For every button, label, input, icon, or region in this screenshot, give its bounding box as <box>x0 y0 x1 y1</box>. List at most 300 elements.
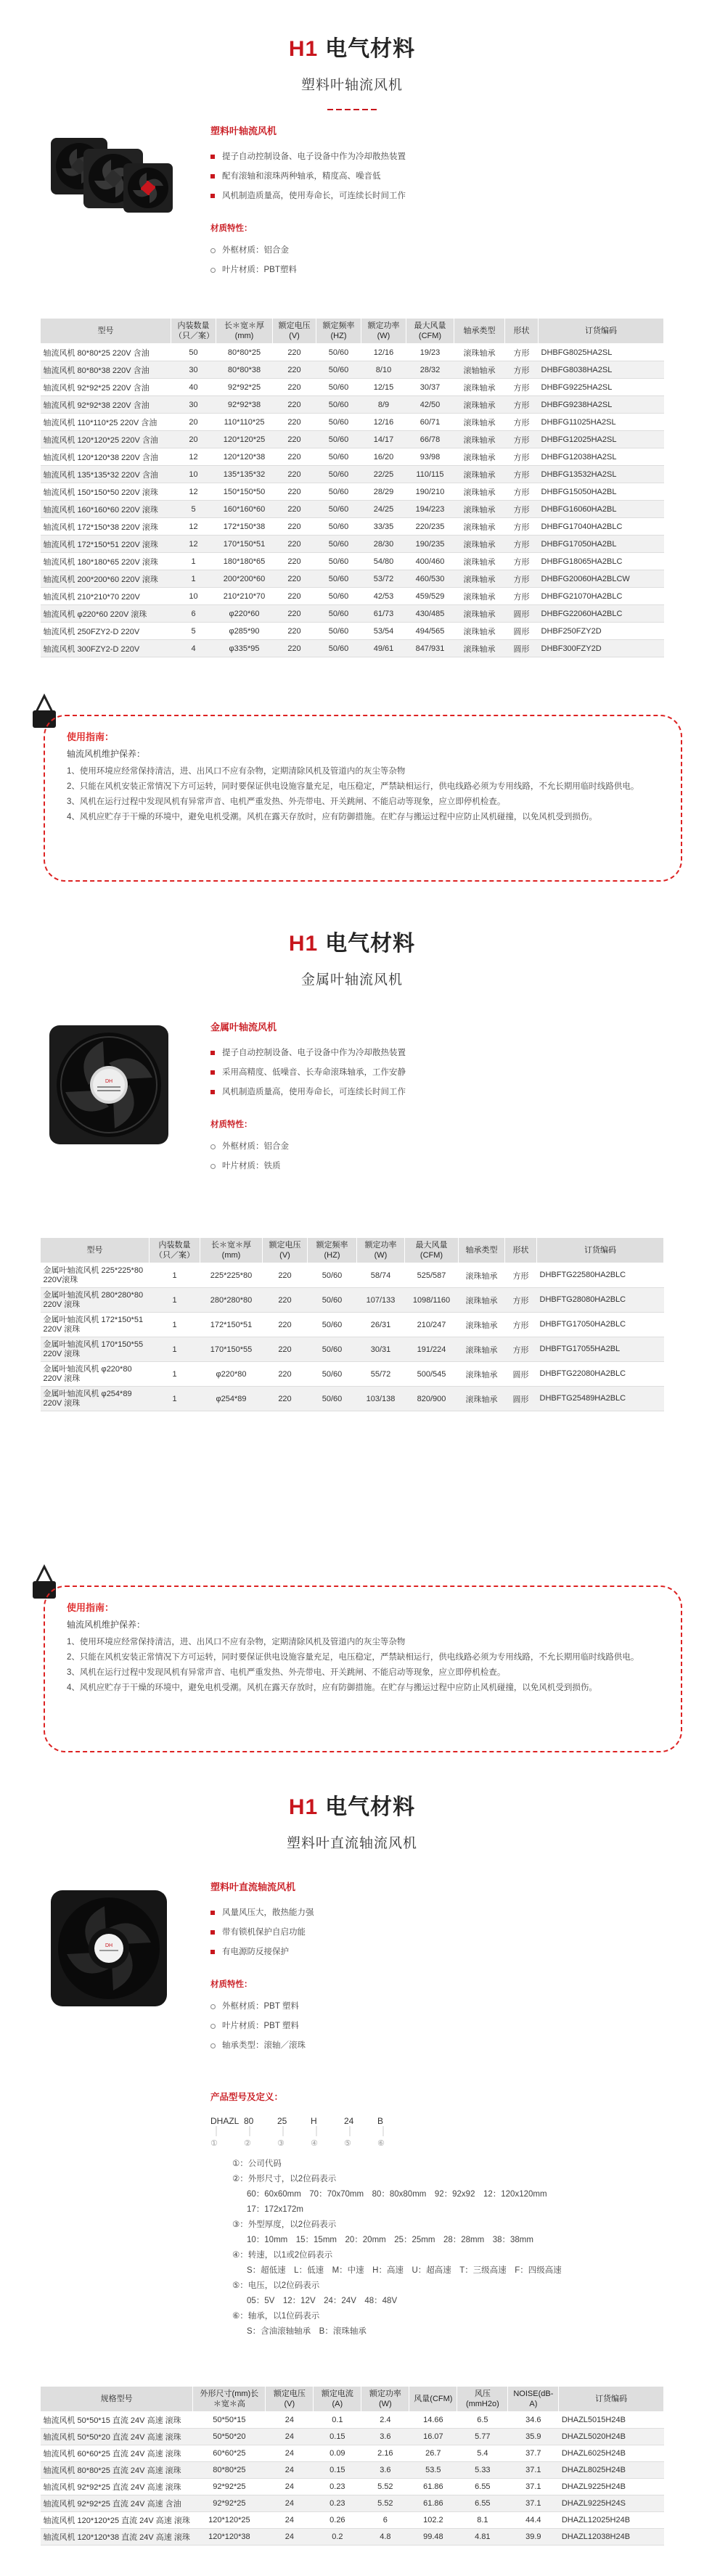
table-cell: 5.52 <box>361 2479 409 2495</box>
table-cell: 99.48 <box>409 2529 457 2546</box>
table-cell: 92*92*25 <box>216 379 273 396</box>
table-cell: 50/60 <box>316 605 361 623</box>
table-cell: 120*120*38 <box>193 2529 266 2546</box>
feature-item: 风机制造质量高，使用寿命长，可连续长时间工作 <box>210 1083 675 1102</box>
table-cell: 轴流风机 180*180*65 220V 滚珠 <box>41 553 171 570</box>
table-cell: 金属叶轴流风机 φ254*89 220V 滚珠 <box>41 1387 150 1411</box>
feature-item: 配有滚轴和滚珠两种轴承，精度高、噪音低 <box>210 167 675 186</box>
table-cell: 50/60 <box>308 1313 357 1337</box>
table-cell: 33/35 <box>361 518 406 536</box>
table-cell: 滚珠轴承 <box>454 501 505 518</box>
table-cell: 24 <box>266 2479 314 2495</box>
legend-line: 05：5V 12：12V 24：24V 48：48V <box>247 2297 398 2305</box>
usage-guide-2 <box>44 1586 682 1752</box>
table-cell: 滚轴轴承 <box>454 361 505 379</box>
table-cell: 方形 <box>505 448 539 466</box>
table-cell: 220 <box>263 1263 308 1288</box>
table-cell: 轴流风机 φ220*60 220V 滚珠 <box>41 605 171 623</box>
table-cell: 220 <box>273 623 316 640</box>
table-cell: 滚珠轴承 <box>454 431 505 448</box>
table-cell: 459/529 <box>406 588 454 605</box>
table-cell: 24 <box>266 2529 314 2546</box>
table-cell: 525/587 <box>405 1263 459 1288</box>
section-title: H1 电气材料 <box>288 1795 416 1819</box>
table-cell: 5 <box>171 501 216 518</box>
table-cell: 50*50*20 <box>193 2429 266 2445</box>
table-cell: 40 <box>171 379 216 396</box>
table-cell: 轴流风机 80*80*25 直流 24V 高速 滚珠 <box>41 2462 193 2479</box>
table-row <box>41 588 664 605</box>
material-item: 叶片材质：铁质 <box>210 1157 675 1176</box>
section-subtitle: 塑料叶直流轴流风机 <box>286 1836 417 1851</box>
material-item: 外框材质：PBT 塑料 <box>210 1997 675 2017</box>
table-cell: 圆形 <box>505 623 539 640</box>
col-bearing: 轴承类型 <box>454 319 505 344</box>
svg-text:DH: DH <box>105 1943 113 1948</box>
table-cell: 22/25 <box>361 466 406 483</box>
table-cell: 93/98 <box>406 448 454 466</box>
table-cell: 220 <box>273 605 316 623</box>
col-bearing: 轴承类型 <box>459 1238 505 1263</box>
table-cell: 50/60 <box>316 570 361 588</box>
table-cell: 24 <box>266 2462 314 2479</box>
code-legend <box>210 2157 675 2339</box>
table-cell: 12 <box>171 518 216 536</box>
table-cell: 194/223 <box>406 501 454 518</box>
table-cell: 53/54 <box>361 623 406 640</box>
table-cell: 方形 <box>505 379 539 396</box>
col-airflow: 最大风量(CFM) <box>405 1238 459 1263</box>
table-cell: 1 <box>150 1387 200 1411</box>
table-cell: 0.23 <box>314 2495 361 2512</box>
spec-table-dc <box>40 2386 664 2546</box>
section-code: H1 <box>288 1795 319 1819</box>
table-row <box>41 623 664 640</box>
feature-item: 采用高精度、低噪音、长寿命滚珠轴承，工作安静 <box>210 1063 675 1083</box>
section-header-plastic-fan <box>0 30 704 114</box>
table-cell: 0.23 <box>314 2479 361 2495</box>
table-cell: 方形 <box>505 483 539 501</box>
table-cell: 6 <box>361 2512 409 2529</box>
table-cell: 轴流风机 80*80*25 220V 含油 <box>41 344 171 361</box>
table-cell: 50/60 <box>316 483 361 501</box>
material-item: 外框材质：铝合金 <box>210 241 675 261</box>
table-cell: 400/460 <box>406 553 454 570</box>
table-cell: 0.09 <box>314 2445 361 2462</box>
table-cell: 10 <box>171 588 216 605</box>
table-cell: DHAZL5015H24B <box>559 2412 664 2429</box>
table-cell: 50/60 <box>316 588 361 605</box>
table-cell: DHBFG16060HA2BL <box>539 501 664 518</box>
table-row <box>41 501 664 518</box>
table-cell: 16/20 <box>361 448 406 466</box>
table-cell: 220 <box>273 344 316 361</box>
table-cell: 200*200*60 <box>216 570 273 588</box>
table-cell: 8.1 <box>457 2512 508 2529</box>
table-cell: 8/10 <box>361 361 406 379</box>
table-cell: 圆形 <box>505 1362 537 1387</box>
table-cell: 1 <box>150 1313 200 1337</box>
feature-item: 带有锁机保护自启功能 <box>210 1923 675 1943</box>
code-part: 80 <box>244 2116 254 2126</box>
table-cell: 110/115 <box>406 466 454 483</box>
col-model: 规格型号 <box>41 2387 193 2412</box>
table-cell: 170*150*55 <box>200 1337 263 1362</box>
table-cell: 847/931 <box>406 640 454 657</box>
guide-item: 4、风机应贮存于干燥的环境中，避免电机受潮。风机在露天存放时，应有防御措施。在贮存与搬运过程中应防止风机碰撞，以免风机受到损伤。 <box>67 1683 597 1692</box>
table-cell: 滚珠轴承 <box>454 588 505 605</box>
table-cell: 16.07 <box>409 2429 457 2445</box>
table-cell: 方形 <box>505 1288 537 1313</box>
table-cell: 50/60 <box>316 396 361 414</box>
table-cell: 50/60 <box>316 361 361 379</box>
legend-line: ⑥：轴承，以1位码表示 <box>232 2312 320 2321</box>
table-cell: 0.15 <box>314 2429 361 2445</box>
table-cell: 12/16 <box>361 414 406 431</box>
table-cell: 滚珠轴承 <box>459 1313 505 1337</box>
table-cell: DHBFG8025HA2SL <box>539 344 664 361</box>
legend-line: ③：外型厚度，以2位码表示 <box>232 2220 337 2229</box>
table-header-row <box>41 1238 664 1263</box>
table-cell: 6 <box>171 605 216 623</box>
product-info <box>210 1020 675 1176</box>
table-row <box>41 570 664 588</box>
table-cell: 轴流风机 250FZY2-D 220V <box>41 623 171 640</box>
table-cell: 50/60 <box>316 414 361 431</box>
table-cell: 42/50 <box>406 396 454 414</box>
spec-table-plastic <box>40 318 664 657</box>
col-voltage: 额定电压(V) <box>263 1238 308 1263</box>
col-power: 额定功率(W) <box>357 1238 405 1263</box>
material-heading: 材质特性： <box>210 1120 253 1129</box>
table-cell: 220 <box>273 431 316 448</box>
table-cell: 方形 <box>505 570 539 588</box>
section-code: H1 <box>288 932 319 956</box>
table-cell: DHBFTG17050HA2BLC <box>537 1313 664 1337</box>
table-cell: 60/71 <box>406 414 454 431</box>
table-cell: 220 <box>273 396 316 414</box>
table-cell: 滚珠轴承 <box>459 1263 505 1288</box>
table-cell: 圆形 <box>505 605 539 623</box>
table-cell: 滚珠轴承 <box>454 414 505 431</box>
table-cell: 50/60 <box>316 501 361 518</box>
table-cell: 107/133 <box>357 1288 405 1313</box>
product-code-definition <box>210 2090 675 2339</box>
section-title: H1 电气材料 <box>288 932 416 956</box>
table-cell: 滚珠轴承 <box>454 379 505 396</box>
product-block-dc <box>44 1879 682 2083</box>
table-cell: 12/15 <box>361 379 406 396</box>
table-cell: DHBF250FZY2D <box>539 623 664 640</box>
table-row <box>41 1288 664 1313</box>
table-cell: 220 <box>273 588 316 605</box>
table-cell: 120*120*25 <box>216 431 273 448</box>
table-cell: 方形 <box>505 518 539 536</box>
table-cell: 轴流风机 300FZY2-D 220V <box>41 640 171 657</box>
table-cell: DHBFG8038HA2SL <box>539 361 664 379</box>
table-cell: 220 <box>263 1337 308 1362</box>
table-cell: 50/60 <box>308 1263 357 1288</box>
table-row <box>41 553 664 570</box>
table-cell: DHBFG12025HA2SL <box>539 431 664 448</box>
table-row <box>41 379 664 396</box>
table-cell: 37.1 <box>508 2495 559 2512</box>
table-cell: 37.7 <box>508 2445 559 2462</box>
table-cell: 3.6 <box>361 2462 409 2479</box>
table-cell: 28/30 <box>361 536 406 553</box>
table-cell: 280*280*80 <box>200 1288 263 1313</box>
material-list <box>210 1997 675 2056</box>
table-cell: 方形 <box>505 553 539 570</box>
table-cell: 55/72 <box>357 1362 405 1387</box>
guide-item: 3、风机在运行过程中发现风机有异常声音、电机严重发热、外壳带电、开关跳闸、不能启动等现象，应立即停机检查。 <box>67 797 506 806</box>
table-cell: DHAZL9225H24B <box>559 2479 664 2495</box>
table-cell: 30/31 <box>357 1337 405 1362</box>
table-cell: 滚珠轴承 <box>454 344 505 361</box>
table-cell: 12 <box>171 448 216 466</box>
code-part: B <box>377 2116 384 2126</box>
guide-item: 1、使用环境应经常保持清洁，进、出风口不应有杂物，定期清除风机及管道内的灰尘等杂物 <box>67 767 406 776</box>
table-cell: φ335*95 <box>216 640 273 657</box>
table-cell: 37.1 <box>508 2479 559 2495</box>
metal-fan-image <box>44 1020 174 1157</box>
table-cell: 220 <box>263 1288 308 1313</box>
table-cell: 50/60 <box>316 553 361 570</box>
table-row <box>41 1263 664 1288</box>
material-item: 叶片材质：PBT 塑料 <box>210 2017 675 2036</box>
table-cell: 4 <box>171 640 216 657</box>
guide-title: 使用指南： <box>67 731 115 742</box>
table-cell: 66/78 <box>406 431 454 448</box>
table-cell: 滚珠轴承 <box>454 466 505 483</box>
table-cell: 12 <box>171 483 216 501</box>
table-cell: 220 <box>273 466 316 483</box>
legend-line: ④：转速，以1或2位码表示 <box>232 2251 333 2260</box>
feature-item: 有电源防反接保护 <box>210 1943 675 1962</box>
table-cell: 圆形 <box>505 1387 537 1411</box>
table-cell: 方形 <box>505 1313 537 1337</box>
section-code: H1 <box>288 37 319 61</box>
table-cell: DHBFG17050HA2BL <box>539 536 664 553</box>
feature-item: 提子自动控制设备、电子设备中作为冷却散热装置 <box>210 1043 675 1063</box>
table-cell: 方形 <box>505 1263 537 1288</box>
table-cell: 49/61 <box>361 640 406 657</box>
col-noise: NOISE(dB-A) <box>508 2387 559 2412</box>
table-cell: 430/485 <box>406 605 454 623</box>
table-cell: 92*92*38 <box>216 396 273 414</box>
table-row <box>41 2479 664 2495</box>
table-row <box>41 605 664 623</box>
code-part: 25 <box>277 2116 287 2126</box>
col-size: 长＊宽＊厚(mm) <box>216 319 273 344</box>
table-cell: 轴流风机 50*50*20 直流 24V 高速 滚珠 <box>41 2429 193 2445</box>
table-cell: 35.9 <box>508 2429 559 2445</box>
table-cell: 金属叶轴流风机 280*280*80 220V 滚珠 <box>41 1288 150 1313</box>
table-cell: 220/235 <box>406 518 454 536</box>
material-item: 轴承类型：滚轴／滚珠 <box>210 2036 675 2056</box>
table-cell: 80*80*25 <box>193 2462 266 2479</box>
table-cell: DHBFG9225HA2SL <box>539 379 664 396</box>
table-cell: 方形 <box>505 414 539 431</box>
table-row <box>41 2512 664 2529</box>
table-row <box>41 536 664 553</box>
table-cell: 1098/1160 <box>405 1288 459 1313</box>
table-cell: 滚珠轴承 <box>454 536 505 553</box>
table-cell: 180*180*65 <box>216 553 273 570</box>
table-cell: 轴流风机 172*150*51 220V 滚珠 <box>41 536 171 553</box>
table-row <box>41 2445 664 2462</box>
table-row <box>41 431 664 448</box>
legend-line: S：超低速 L：低速 M：中速 H：高速 U：超高速 T：三级高速 F：四级高速 <box>247 2266 562 2275</box>
table-cell: DHAZL6025H24B <box>559 2445 664 2462</box>
table-row <box>41 414 664 431</box>
table-cell: 50/60 <box>308 1337 357 1362</box>
table-cell: 172*150*38 <box>216 518 273 536</box>
table-cell: 50/60 <box>316 466 361 483</box>
table-cell: 轴流风机 120*120*25 直流 24V 高速 滚珠 <box>41 2512 193 2529</box>
table-cell: 0.1 <box>314 2412 361 2429</box>
table-body <box>41 2412 664 2546</box>
table-cell: φ220*80 <box>200 1362 263 1387</box>
col-order-code: 订货编码 <box>537 1238 664 1263</box>
col-order-code: 订货编码 <box>559 2387 664 2412</box>
col-power: 额定功率(W) <box>361 319 406 344</box>
table-cell: 30 <box>171 361 216 379</box>
table-cell: 1 <box>171 570 216 588</box>
table-cell: DHBFG17040HA2BLC <box>539 518 664 536</box>
table-cell: 20 <box>171 431 216 448</box>
code-part: H <box>311 2116 317 2126</box>
table-cell: 50/60 <box>316 536 361 553</box>
table-cell: 42/53 <box>361 588 406 605</box>
table-cell: 220 <box>273 361 316 379</box>
table-cell: 1 <box>150 1337 200 1362</box>
table-cell: 1 <box>150 1362 200 1387</box>
table-cell: DHBFG20060HA2BLCW <box>539 570 664 588</box>
material-item: 外框材质：铝合金 <box>210 1137 675 1157</box>
table-cell: 滚珠轴承 <box>459 1387 505 1411</box>
table-cell: 103/138 <box>357 1387 405 1411</box>
table-cell: DHAZL9225H24S <box>559 2495 664 2512</box>
product-name: 金属叶轴流风机 <box>210 1022 277 1033</box>
code-parts <box>210 2116 675 2126</box>
table-cell: 滚珠轴承 <box>454 640 505 657</box>
col-model: 型号 <box>41 319 171 344</box>
table-cell: DHAZL8025H24B <box>559 2462 664 2479</box>
table-cell: 轴流风机 92*92*25 220V 含油 <box>41 379 171 396</box>
table-cell: 190/210 <box>406 483 454 501</box>
table-cell: 金属叶轴流风机 170*150*55 220V 滚珠 <box>41 1337 150 1362</box>
table-cell: 轴流风机 172*150*38 220V 滚珠 <box>41 518 171 536</box>
table-cell: 20 <box>171 414 216 431</box>
table-cell: 24 <box>266 2412 314 2429</box>
table-cell: 5.52 <box>361 2495 409 2512</box>
table-cell: 2.16 <box>361 2445 409 2462</box>
table-cell: 1 <box>150 1288 200 1313</box>
section-subtitle: 金属叶轴流风机 <box>300 972 403 988</box>
table-cell: 轴流风机 60*60*25 直流 24V 高速 滚珠 <box>41 2445 193 2462</box>
svg-text:DH: DH <box>105 1079 113 1084</box>
table-cell: 61.86 <box>409 2479 457 2495</box>
table-cell: 54/80 <box>361 553 406 570</box>
table-cell: 4.81 <box>457 2529 508 2546</box>
table-cell: 50/60 <box>316 379 361 396</box>
table-cell: DHAZL5020H24B <box>559 2429 664 2445</box>
table-cell: 53.5 <box>409 2462 457 2479</box>
table-cell: 50/60 <box>316 623 361 640</box>
table-cell: 滚珠轴承 <box>454 553 505 570</box>
table-row <box>41 1387 664 1411</box>
usage-guide-1 <box>44 715 682 882</box>
table-cell: 191/224 <box>405 1337 459 1362</box>
table-cell: 方形 <box>505 466 539 483</box>
table-cell: DHBFG13532HA2SL <box>539 466 664 483</box>
material-list <box>210 1137 675 1176</box>
table-cell: 轴流风机 150*150*50 220V 滚珠 <box>41 483 171 501</box>
table-cell: 滚珠轴承 <box>454 483 505 501</box>
table-cell: 60*60*25 <box>193 2445 266 2462</box>
table-cell: 方形 <box>505 431 539 448</box>
table-cell: DHAZL12025H24B <box>559 2512 664 2529</box>
table-cell: 轴流风机 135*135*32 220V 含油 <box>41 466 171 483</box>
material-item: 叶片材质：PBT塑料 <box>210 261 675 280</box>
guide-item: 2、只能在风机安装正常情况下方可运转，同时要保证供电设施容量充足，电压稳定，严禁缺相运行，供电线路必须为专用线路，不允长期用临时线路供电。 <box>67 1653 639 1662</box>
legend-line: 60：60x60mm 70：70x70mm 80：80x80mm 92：92x92 12：120x120mm <box>247 2190 547 2199</box>
table-cell: 37.1 <box>508 2462 559 2479</box>
table-cell: DHBFG9238HA2SL <box>539 396 664 414</box>
table-cell: 金属叶轴流风机 172*150*51 220V 滚珠 <box>41 1313 150 1337</box>
table-cell: 50 <box>171 344 216 361</box>
feature-item: 风机制造质量高，使用寿命长，可连续长时间工作 <box>210 186 675 206</box>
table-header-row <box>41 2387 664 2412</box>
table-cell: 220 <box>273 379 316 396</box>
col-shape: 形状 <box>505 1238 537 1263</box>
table-cell: 50*50*15 <box>193 2412 266 2429</box>
table-cell: 102.2 <box>409 2512 457 2529</box>
table-cell: DHBFG15050HA2BL <box>539 483 664 501</box>
table-cell: 12 <box>171 536 216 553</box>
table-cell: 轴流风机 92*92*25 直流 24V 高速 滚珠 <box>41 2479 193 2495</box>
table-row <box>41 2529 664 2546</box>
table-cell: 轴流风机 92*92*38 220V 含油 <box>41 396 171 414</box>
table-cell: 220 <box>273 414 316 431</box>
table-cell: 30/37 <box>406 379 454 396</box>
col-size: 长＊宽＊厚(mm) <box>200 1238 263 1263</box>
table-cell: 44.4 <box>508 2512 559 2529</box>
product-block-plastic <box>44 123 682 319</box>
table-row <box>41 466 664 483</box>
table-cell: 28/32 <box>406 361 454 379</box>
table-cell: DHBFTG22080HA2BLC <box>537 1362 664 1387</box>
table-cell: 滚珠轴承 <box>454 623 505 640</box>
table-cell: DHAZL12038H24B <box>559 2529 664 2546</box>
guide-title: 使用指南： <box>67 1602 115 1613</box>
table-row <box>41 361 664 379</box>
plastic-fan-image <box>44 123 174 232</box>
table-cell: DHBFTG22580HA2BLC <box>537 1263 664 1288</box>
table-cell: 5.33 <box>457 2462 508 2479</box>
table-cell: 6.55 <box>457 2479 508 2495</box>
guide-item: 1、使用环境应经常保持清洁，进、出风口不应有杂物，定期清除风机及管道内的灰尘等杂物 <box>67 1638 406 1646</box>
col-order-code: 订货编码 <box>539 319 664 344</box>
table-cell: 220 <box>273 518 316 536</box>
table-cell: 滚珠轴承 <box>454 570 505 588</box>
legend-line: ⑤：电压，以2位码表示 <box>232 2281 320 2290</box>
table-cell: 24 <box>266 2429 314 2445</box>
table-row <box>41 1362 664 1387</box>
table-cell: 方形 <box>505 361 539 379</box>
table-cell: 1 <box>150 1263 200 1288</box>
